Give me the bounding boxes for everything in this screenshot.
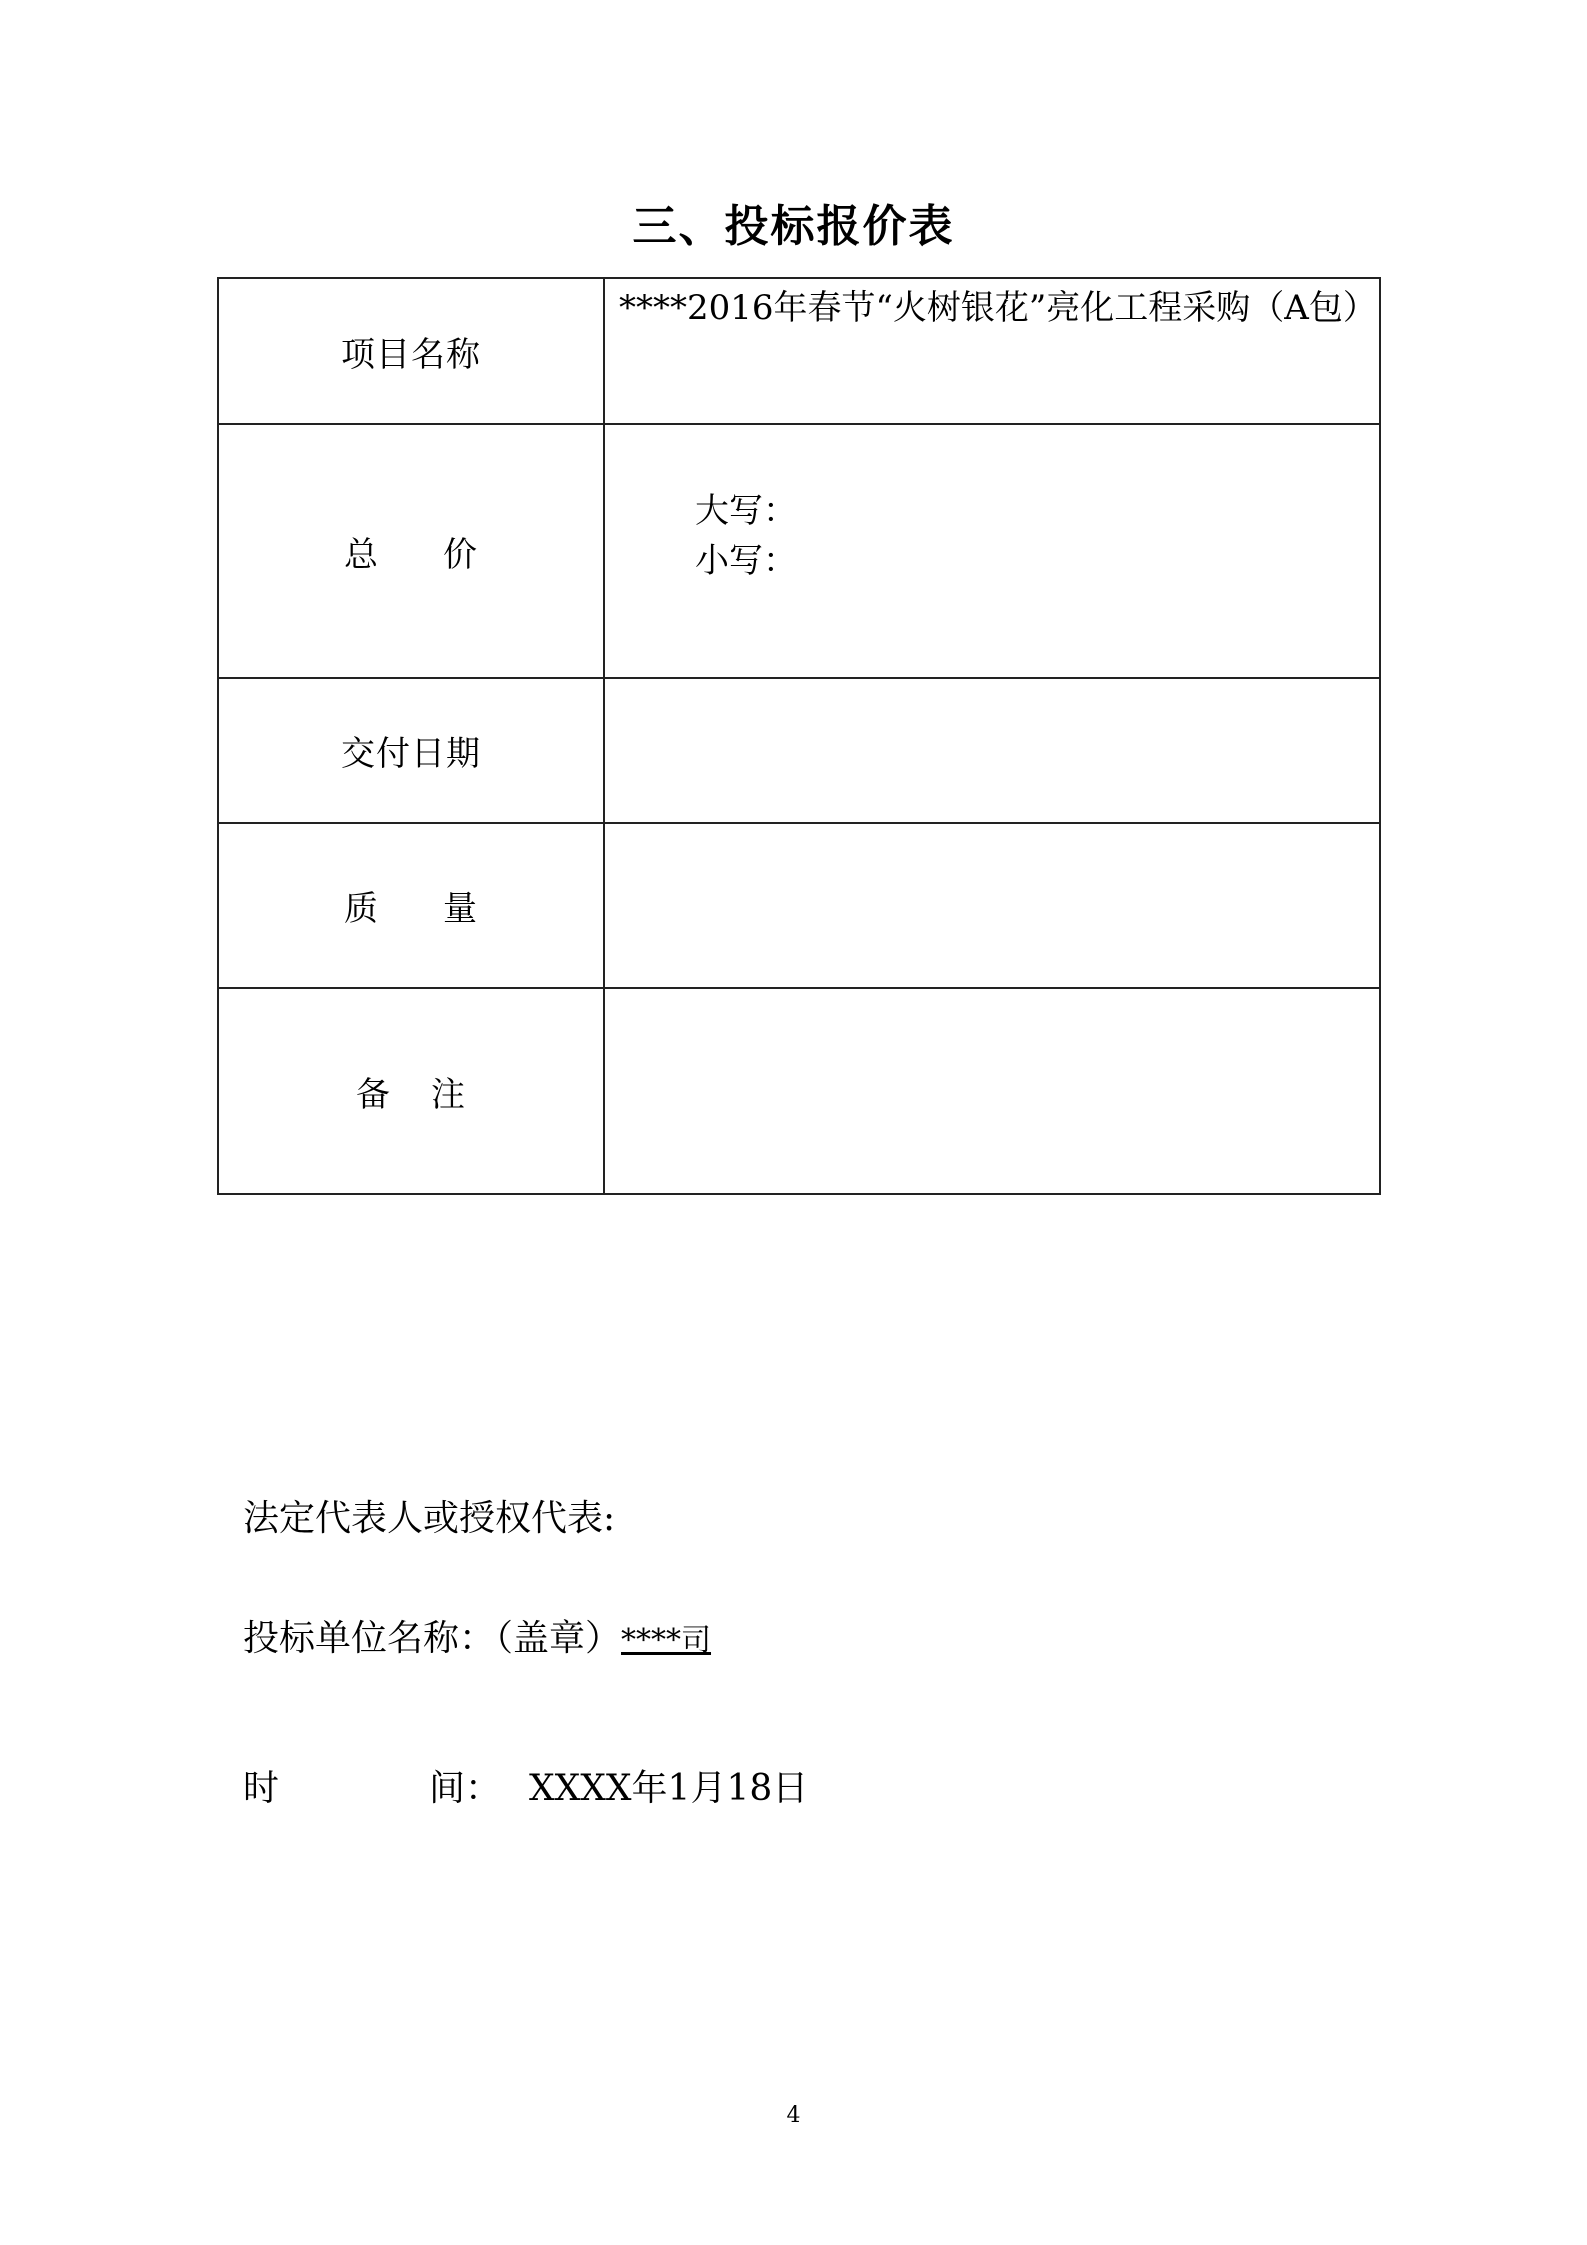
- quality-label-char-2: 量: [443, 889, 478, 929]
- bid-price-table: [217, 277, 1381, 1195]
- time-line: [243, 1760, 808, 1811]
- project-name-label: 项目名称: [218, 278, 604, 424]
- bidder-name-value: ****司: [621, 1623, 712, 1658]
- remarks-label-char-1: 备: [356, 1074, 391, 1115]
- quality-label: [218, 823, 604, 988]
- page-title: 三、投标报价表: [632, 201, 955, 252]
- time-value: XXXX年1月18日: [529, 1768, 809, 1809]
- time-label-char-2: 间：: [429, 1768, 502, 1809]
- table-row-remarks: [218, 988, 1380, 1194]
- total-price-value-cell[interactable]: [604, 424, 1380, 678]
- delivery-date-label: 交付日期: [218, 678, 604, 823]
- uppercase-amount-label: 大写：: [695, 491, 797, 531]
- legal-representative-line: 法定代表人或授权代表:: [243, 1498, 616, 1539]
- total-price-label-char-1: 总: [344, 534, 379, 575]
- table-row-delivery-date: [218, 678, 1380, 823]
- quality-label-char-1: 质: [344, 889, 379, 929]
- time-label-char-1: 时: [243, 1768, 280, 1809]
- table-row-total-price: [218, 424, 1380, 678]
- remarks-label-char-2: 注: [431, 1074, 466, 1115]
- table-row-project-name: [218, 278, 1380, 424]
- quality-value-cell[interactable]: [604, 823, 1380, 988]
- total-price-label-char-2: 价: [443, 534, 478, 575]
- bidder-name-label: 投标单位名称：（盖章）: [243, 1618, 622, 1659]
- remarks-label: [218, 988, 604, 1194]
- delivery-date-value-cell[interactable]: [604, 678, 1380, 823]
- table-row-quality: [218, 823, 1380, 988]
- project-name-value: ****2016年春节“火树银花”亮化工程采购（A包）: [604, 278, 1380, 424]
- lowercase-amount-label: 小写：: [695, 541, 797, 581]
- page-number: 4: [786, 2103, 801, 2128]
- remarks-value-cell[interactable]: [604, 988, 1380, 1194]
- total-price-label: [218, 424, 604, 678]
- bidder-name-line: [243, 1610, 711, 1661]
